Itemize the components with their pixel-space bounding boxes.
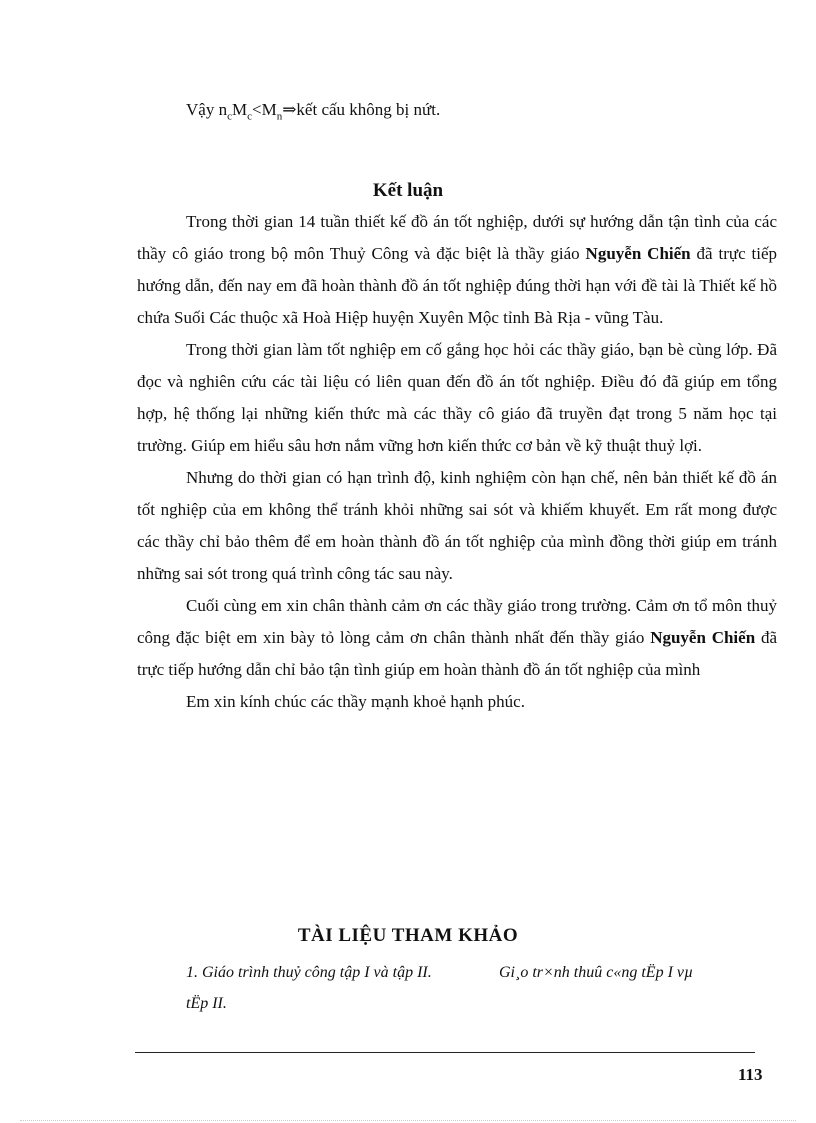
- paragraph-5: Em xin kính chúc các thầy mạnh khoẻ hạnh phúc.: [186, 692, 525, 711]
- conclusion-body: [137, 206, 777, 718]
- crack-check-line: Vậy $n_cM_c<M_n\Rightarrow kết$ cấu không bị nứt.: [186, 100, 441, 123]
- references-heading: TÀI LIỆU THAM KHẢO: [297, 925, 519, 946]
- paragraph-3: Nhưng do thời gian có hạn trình độ, kinh nghiệm còn hạn chế, nên bản thiết kế đồ án tốt nghiệp của em không thể tránh khỏi những sai sót và khiếm khuyết. Em rất mong được các thầy chỉ bảo thêm để em hoàn thành đồ án tốt nghiệp của mình đồng thời giúp em tránh những sai sót trong quá trình công tác sau này.: [137, 468, 777, 583]
- conclusion-heading: Kết luận: [372, 180, 444, 201]
- reference-item-1: 1. Giáo trình thuỷ công tập I và tập II. Gi¸o tr×nh thuû c«ng tËp I vµ tËp II.: [186, 964, 694, 1012]
- footer-rule: [135, 1052, 755, 1053]
- page-number: 113: [738, 1065, 763, 1084]
- paragraph-4: Cuối cùng em xin chân thành cảm ơn các thầy giáo trong trường. Cảm ơn tổ môn thuỷ công đặc biệt em xin bày tỏ lòng cảm ơn chân thành nhất đến thầy giáo Nguyễn Chiến đã trực tiếp hướng dẫn chỉ bảo tận tình giúp em hoàn thành đồ án tốt nghiệp của mình: [137, 596, 778, 679]
- paragraph-1: Trong thời gian 14 tuần thiết kế đồ án tốt nghiệp, dưới sự hướng dẫn tận tình của các thầy cô giáo trong bộ môn Thuỷ Công và đặc biệt là thầy giáo Nguyễn Chiến đã trực tiếp hướng dẫn, đến nay em đã hoàn thành đồ án tốt nghiệp đúng thời hạn với đề tài là Thiết kế hồ chứa Suối Các thuộc xã Hoà Hiệp huyện Xuyên Mộc tỉnh Bà Rịa - vũng Tàu.: [137, 212, 778, 327]
- paragraph-2: Trong thời gian làm tốt nghiệp em cố gắng học hỏi các thầy giáo, bạn bè cùng lớp. Đã đọc và nghiên cứu các tài liệu có liên quan đến đồ án tốt nghiệp. Điều đó đã giúp em tổng hợp, hệ thống lại những kiến thức mà các thầy cô giáo đã truyền đạt trong 5 năm học tại trường. Giúp em hiểu sâu hơn nắm vững hơn kiến thức cơ bản về kỹ thuật thuỷ lợi.: [137, 340, 777, 455]
- page-bottom-border: [20, 1120, 796, 1121]
